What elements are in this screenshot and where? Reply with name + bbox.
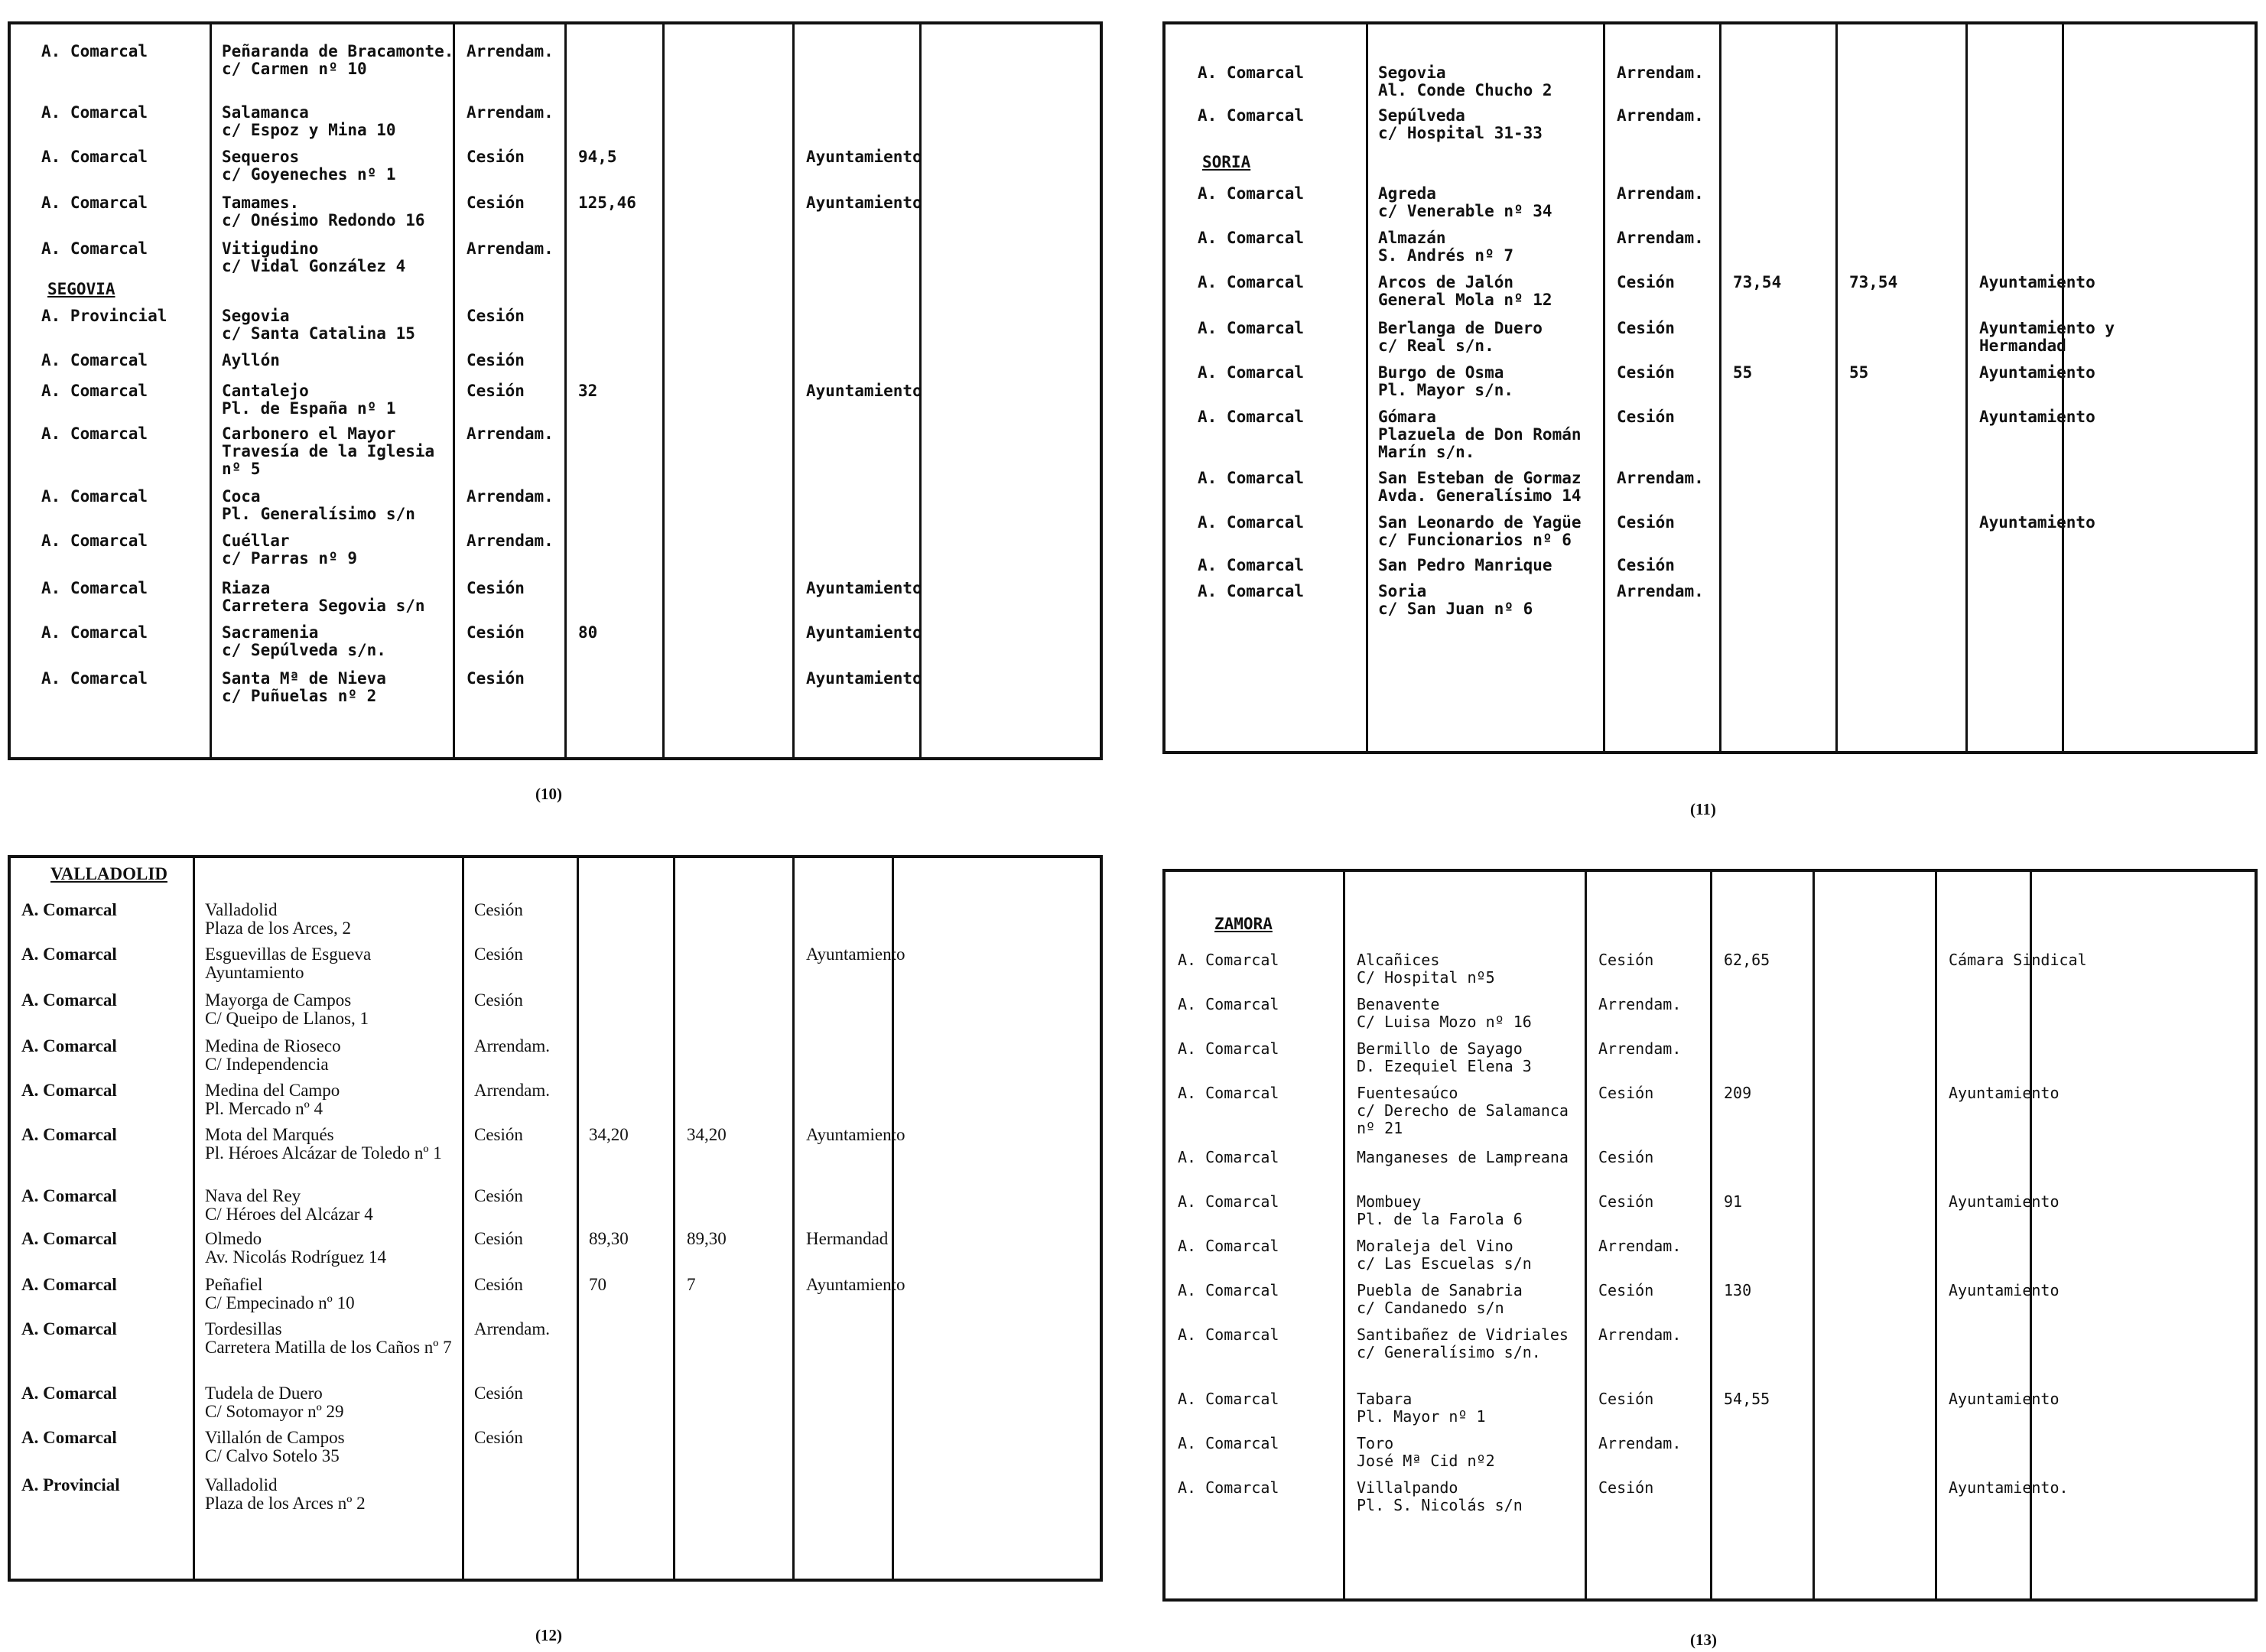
regime-cell: Arrendam. (1617, 469, 1704, 487)
office-type-cell: A. Comarcal (21, 1229, 117, 1248)
area-cell: 209 (1724, 1084, 1752, 1102)
owner-cell: Hermandad (806, 1229, 889, 1248)
area-cell: 62,65 (1724, 951, 1770, 969)
location-cell: Segovia Al. Conde Chucho 2 (1378, 63, 1552, 99)
table-panel-12 (8, 855, 1103, 1582)
office-type-cell: A. Comarcal (21, 1125, 117, 1144)
column-divider (193, 858, 195, 1579)
location-cell: San Pedro Manrique (1378, 556, 1552, 574)
owner-cell: Ayuntamiento (1949, 1192, 2060, 1211)
office-type-cell: A. Comarcal (1178, 1478, 1279, 1497)
office-type-cell: A. Comarcal (21, 1186, 117, 1205)
column-divider (673, 858, 675, 1579)
area-cell: 91 (1724, 1192, 1743, 1211)
area-total-cell: 73,54 (1849, 273, 1898, 291)
regime-cell: Cesión (474, 900, 523, 919)
office-type-cell: A. Comarcal (41, 103, 148, 122)
province-heading: ZAMORA (1214, 915, 1273, 933)
regime-cell: Arrendam. (474, 1036, 550, 1055)
location-cell: Almazán S. Andrés nº 7 (1378, 229, 1514, 265)
area-cell: 70 (589, 1275, 606, 1294)
owner-cell: Ayuntamiento (806, 148, 922, 166)
regime-cell: Cesión (467, 623, 525, 642)
office-type-cell: A. Comarcal (1198, 184, 1305, 203)
column-divider (1812, 872, 1815, 1598)
regime-cell: Cesión (1598, 951, 1654, 969)
office-type-cell: A. Comarcal (1198, 469, 1305, 487)
regime-cell: Arrendam. (1598, 1039, 1682, 1058)
office-type-cell: A. Comarcal (21, 990, 117, 1010)
table-panel-13 (1162, 869, 2258, 1602)
location-cell: Mota del Marqués Pl. Héroes Alcázar de Toledo nº 1 (205, 1125, 442, 1163)
owner-cell: Ayuntamiento (806, 382, 922, 400)
office-type-cell: A. Comarcal (41, 579, 148, 597)
owner-cell: Ayuntamiento (1949, 1281, 2060, 1299)
area-total-cell: 34,20 (687, 1125, 727, 1144)
office-type-cell: A. Comarcal (1198, 229, 1305, 247)
office-type-cell: A. Comarcal (41, 487, 148, 506)
location-cell: Nava del Rey C/ Héroes del Alcázar 4 (205, 1186, 373, 1224)
owner-cell: Ayuntamiento (1979, 273, 2095, 291)
regime-cell: Arrendam. (1617, 106, 1704, 125)
location-cell: Berlanga de Duero c/ Real s/n. (1378, 319, 1543, 355)
area-cell: 125,46 (578, 193, 636, 212)
regime-cell: Arrendam. (467, 103, 554, 122)
location-cell: Medina del Campo Pl. Mercado nº 4 (205, 1081, 340, 1118)
province-heading: SORIA (1202, 153, 1251, 171)
regime-cell: Cesión (1598, 1281, 1654, 1299)
owner-cell: Ayuntamiento (1949, 1390, 2060, 1408)
office-type-cell: A. Comarcal (41, 532, 148, 550)
area-cell: 34,20 (589, 1125, 629, 1144)
regime-cell: Cesión (467, 351, 525, 369)
location-cell: Arcos de Jalón General Mola nº 12 (1378, 273, 1552, 309)
office-type-cell: A. Comarcal (21, 945, 117, 964)
office-type-cell: A. Comarcal (1178, 1084, 1279, 1102)
office-type-cell: A. Comarcal (41, 623, 148, 642)
location-cell: Alcañices C/ Hospital nº5 (1357, 951, 1495, 987)
regime-cell: Arrendam. (1617, 229, 1704, 247)
office-type-cell: A. Comarcal (1178, 1390, 1279, 1408)
regime-cell: Cesión (1617, 556, 1675, 574)
office-type-cell: A. Comarcal (21, 1081, 117, 1100)
regime-cell: Cesión (1598, 1084, 1654, 1102)
column-divider (1935, 872, 1937, 1598)
office-type-cell: A. Comarcal (1198, 106, 1305, 125)
regime-cell: Cesión (467, 579, 525, 597)
area-cell: 55 (1733, 363, 1753, 382)
regime-cell: Cesión (1617, 273, 1675, 291)
location-cell: Puebla de Sanabria c/ Candanedo s/n (1357, 1281, 1523, 1317)
owner-cell: Ayuntamiento (806, 623, 922, 642)
office-type-cell: A. Provincial (41, 307, 167, 325)
location-cell: Sepúlveda c/ Hospital 31-33 (1378, 106, 1543, 142)
column-divider (792, 24, 795, 757)
regime-cell: Cesión (1617, 513, 1675, 532)
column-divider (1835, 24, 1838, 751)
owner-cell: Ayuntamiento. (1949, 1478, 2069, 1497)
regime-cell: Cesión (474, 1229, 523, 1248)
regime-cell: Cesión (1617, 363, 1675, 382)
area-cell: 89,30 (589, 1229, 629, 1248)
location-cell: Moraleja del Vino c/ Las Escuelas s/n (1357, 1237, 1532, 1273)
location-cell: Riaza Carretera Segovia s/n (222, 579, 425, 615)
regime-cell: Arrendam. (467, 42, 554, 60)
office-type-cell: A. Comarcal (1198, 513, 1305, 532)
office-type-cell: A. Comarcal (1178, 995, 1279, 1013)
office-type-cell: A. Comarcal (41, 193, 148, 212)
location-cell: Segovia c/ Santa Catalina 15 (222, 307, 415, 343)
area-total-cell: 55 (1849, 363, 1869, 382)
regime-cell: Cesión (474, 1186, 523, 1205)
office-type-cell: A. Provincial (21, 1475, 120, 1494)
regime-cell: Arrendam. (1598, 1434, 1682, 1452)
location-cell: Medina de Rioseco C/ Independencia (205, 1036, 341, 1074)
location-cell: San Esteban de Gormaz Avda. Generalísimo 14 (1378, 469, 1582, 505)
area-cell: 80 (578, 623, 598, 642)
regime-cell: Cesión (467, 307, 525, 325)
regime-cell: Cesión (467, 148, 525, 166)
regime-cell: Arrendam. (1598, 1325, 1682, 1344)
regime-cell: Arrendam. (467, 487, 554, 506)
area-cell: 54,55 (1724, 1390, 1770, 1408)
area-total-cell: 7 (687, 1275, 696, 1294)
column-divider (577, 858, 579, 1579)
location-cell: Benavente C/ Luisa Mozo nº 16 (1357, 995, 1532, 1031)
panel-caption: (10) (535, 785, 562, 803)
office-type-cell: A. Comarcal (1198, 319, 1305, 337)
office-type-cell: A. Comarcal (1178, 1281, 1279, 1299)
location-cell: Valladolid Plaza de los Arces, 2 (205, 900, 351, 938)
column-divider (2062, 24, 2064, 751)
table-panel-10 (8, 21, 1103, 760)
province-heading: SEGOVIA (47, 280, 115, 298)
location-cell: Esguevillas de Esgueva Ayuntamiento (205, 945, 372, 982)
office-type-cell: A. Comarcal (1178, 1237, 1279, 1255)
office-type-cell: A. Comarcal (21, 900, 117, 919)
location-cell: Tudela de Duero C/ Sotomayor nº 29 (205, 1384, 344, 1421)
office-type-cell: A. Comarcal (1198, 582, 1305, 600)
regime-cell: Cesión (1598, 1148, 1654, 1166)
area-cell: 73,54 (1733, 273, 1782, 291)
regime-cell: Arrendam. (1598, 1237, 1682, 1255)
location-cell: Peñaranda de Bracamonte. c/ Carmen nº 10 (222, 42, 454, 78)
column-divider (792, 858, 795, 1579)
office-type-cell: A. Comarcal (1198, 63, 1305, 82)
location-cell: Sequeros c/ Goyeneches nº 1 (222, 148, 396, 184)
regime-cell: Cesión (1617, 319, 1675, 337)
column-divider (892, 858, 894, 1579)
location-cell: Tabara Pl. Mayor nº 1 (1357, 1390, 1486, 1426)
office-type-cell: A. Comarcal (1198, 273, 1305, 291)
office-type-cell: A. Comarcal (21, 1319, 117, 1338)
office-type-cell: A. Comarcal (1198, 556, 1305, 574)
location-cell: Cuéllar c/ Parras nº 9 (222, 532, 358, 567)
location-cell: Bermillo de Sayago D. Ezequiel Elena 3 (1357, 1039, 1532, 1075)
location-cell: Tamames. c/ Onésimo Redondo 16 (222, 193, 425, 229)
owner-cell: Ayuntamiento (806, 193, 922, 212)
area-total-cell: 89,30 (687, 1229, 727, 1248)
owner-cell: Cámara Sindical (1949, 951, 2087, 969)
office-type-cell: A. Comarcal (1178, 1434, 1279, 1452)
owner-cell: Ayuntamiento (1979, 513, 2095, 532)
regime-cell: Arrendam. (1617, 63, 1704, 82)
regime-cell: Cesión (467, 193, 525, 212)
office-type-cell: A. Comarcal (1198, 363, 1305, 382)
location-cell: Olmedo Av. Nicolás Rodríguez 14 (205, 1229, 386, 1267)
regime-cell: Cesión (467, 382, 525, 400)
table-panel-11 (1162, 21, 2258, 754)
regime-cell: Cesión (474, 1428, 523, 1447)
owner-cell: Ayuntamiento (806, 669, 922, 688)
column-divider (1965, 24, 1968, 751)
office-type-cell: A. Comarcal (21, 1384, 117, 1403)
panel-caption: (12) (535, 1626, 562, 1644)
location-cell: Agreda c/ Venerable nº 34 (1378, 184, 1552, 220)
location-cell: Gómara Plazuela de Don Román Marín s/n. (1378, 408, 1582, 461)
location-cell: Carbonero el Mayor Travesía de la Iglesia nº 5 (222, 424, 435, 478)
regime-cell: Cesión (474, 990, 523, 1010)
location-cell: Vitigudino c/ Vidal González 4 (222, 239, 406, 275)
regime-cell: Arrendam. (1617, 184, 1704, 203)
office-type-cell: A. Comarcal (41, 382, 148, 400)
regime-cell: Arrendam. (467, 532, 554, 550)
location-cell: Santibañez de Vidriales c/ Generalísimo s/n. (1357, 1325, 1569, 1361)
regime-cell: Cesión (474, 1384, 523, 1403)
office-type-cell: A. Comarcal (41, 424, 148, 443)
office-type-cell: A. Comarcal (41, 42, 148, 60)
owner-cell: Ayuntamiento (806, 579, 922, 597)
office-type-cell: A. Comarcal (41, 148, 148, 166)
location-cell: Mombuey Pl. de la Farola 6 (1357, 1192, 1523, 1228)
owner-cell: Ayuntamiento (806, 945, 905, 964)
area-cell: 130 (1724, 1281, 1752, 1299)
location-cell: Fuentesaúco c/ Derecho de Salamanca nº 21 (1357, 1084, 1569, 1137)
location-cell: Santa Mª de Nieva c/ Puñuelas nº 2 (222, 669, 386, 705)
office-type-cell: A. Comarcal (41, 239, 148, 258)
location-cell: Soria c/ San Juan nº 6 (1378, 582, 1533, 618)
regime-cell: Cesión (1617, 408, 1675, 426)
owner-cell: Ayuntamiento (806, 1275, 905, 1294)
regime-cell: Cesión (467, 669, 525, 688)
location-cell: Peñafiel C/ Empecinado nº 10 (205, 1275, 355, 1312)
owner-cell: Ayuntamiento (1979, 408, 2095, 426)
regime-cell: Cesión (474, 1125, 523, 1144)
location-cell: Manganeses de Lampreana (1357, 1148, 1569, 1166)
regime-cell: Arrendam. (1598, 995, 1682, 1013)
column-divider (1366, 24, 1368, 751)
location-cell: Sacramenia c/ Sepúlveda s/n. (222, 623, 386, 659)
office-type-cell: A. Comarcal (21, 1275, 117, 1294)
regime-cell: Arrendam. (467, 424, 554, 443)
owner-cell: Ayuntamiento (1949, 1084, 2060, 1102)
regime-cell: Arrendam. (467, 239, 554, 258)
location-cell: Coca Pl. Generalísimo s/n (222, 487, 415, 523)
regime-cell: Cesión (474, 945, 523, 964)
location-cell: Cantalejo Pl. de España nº 1 (222, 382, 396, 418)
office-type-cell: A. Comarcal (41, 351, 148, 369)
regime-cell: Cesión (1598, 1478, 1654, 1497)
owner-cell: Ayuntamiento y Hermandad (1979, 319, 2115, 355)
location-cell: Salamanca c/ Espoz y Mina 10 (222, 103, 396, 139)
location-cell: Villalón de Campos C/ Calvo Sotelo 35 (205, 1428, 345, 1465)
office-type-cell: A. Comarcal (1178, 951, 1279, 969)
location-cell: Villalpando Pl. S. Nicolás s/n (1357, 1478, 1523, 1514)
regime-cell: Cesión (1598, 1192, 1654, 1211)
office-type-cell: A. Comarcal (1178, 1039, 1279, 1058)
owner-cell: Ayuntamiento (1979, 363, 2095, 382)
area-cell: 94,5 (578, 148, 617, 166)
location-cell: San Leonardo de Yagüe c/ Funcionarios nº 6 (1378, 513, 1582, 549)
owner-cell: Ayuntamiento (806, 1125, 905, 1144)
office-type-cell: A. Comarcal (1178, 1325, 1279, 1344)
office-type-cell: A. Comarcal (1178, 1148, 1279, 1166)
location-cell: Toro José Mª Cid nº2 (1357, 1434, 1495, 1470)
regime-cell: Arrendam. (1617, 582, 1704, 600)
location-cell: Tordesillas Carretera Matilla de los Caños nº 7 (205, 1319, 452, 1357)
regime-cell: Cesión (1598, 1390, 1654, 1408)
office-type-cell: A. Comarcal (21, 1036, 117, 1055)
office-type-cell: A. Comarcal (1178, 1192, 1279, 1211)
location-cell: Burgo de Osma Pl. Mayor s/n. (1378, 363, 1514, 399)
column-divider (1719, 24, 1721, 751)
office-type-cell: A. Comarcal (41, 669, 148, 688)
office-type-cell: A. Comarcal (1198, 408, 1305, 426)
regime-cell: Arrendam. (474, 1081, 550, 1100)
panel-caption: (13) (1690, 1631, 1717, 1649)
regime-cell: Cesión (474, 1275, 523, 1294)
location-cell: Ayllón (222, 351, 280, 369)
province-heading: VALLADOLID (50, 864, 167, 883)
office-type-cell: A. Comarcal (21, 1428, 117, 1447)
location-cell: Valladolid Plaza de los Arces nº 2 (205, 1475, 366, 1513)
regime-cell: Arrendam. (474, 1319, 550, 1338)
area-cell: 32 (578, 382, 598, 400)
location-cell: Mayorga de Campos C/ Queipo de Llanos, 1 (205, 990, 369, 1028)
panel-caption: (11) (1690, 800, 1716, 818)
